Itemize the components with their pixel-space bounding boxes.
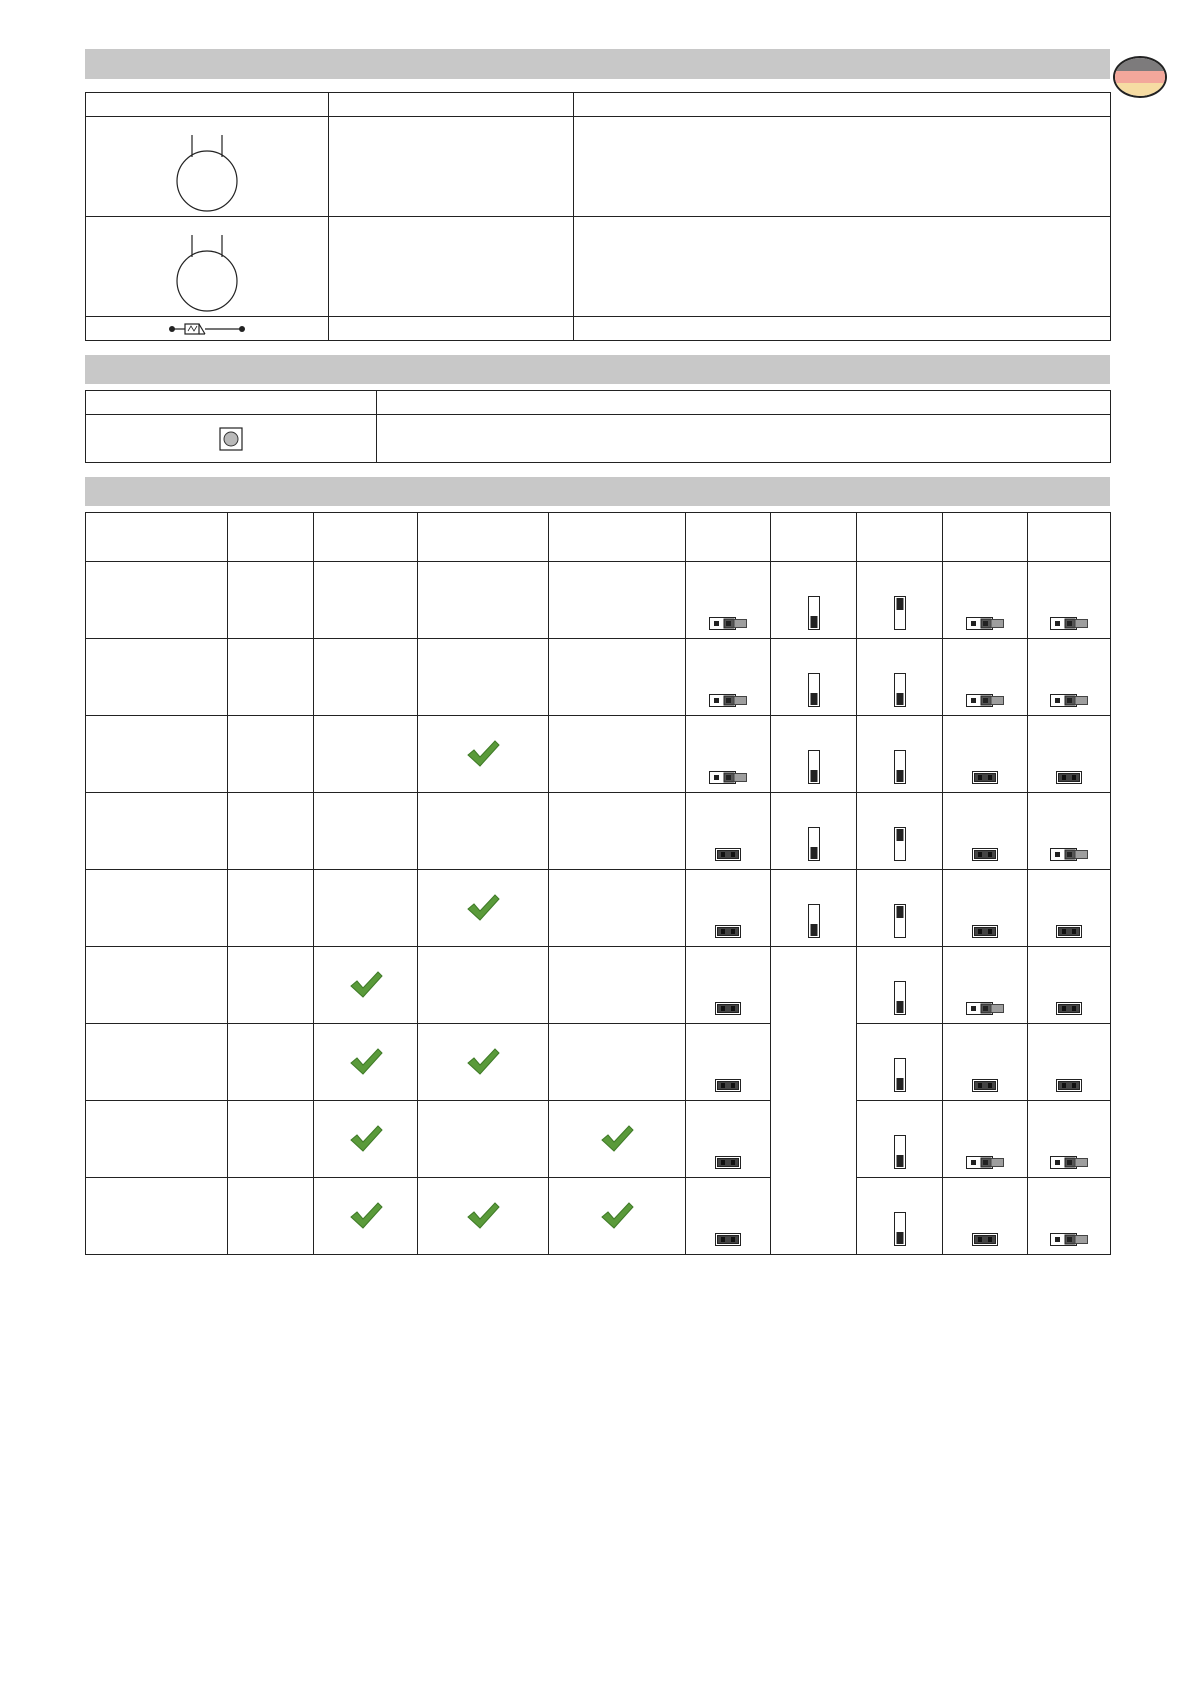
switch-cell xyxy=(1028,1101,1111,1178)
checkmark-icon xyxy=(600,1124,634,1154)
switch-cell xyxy=(686,562,771,639)
jumper-open-icon xyxy=(1050,694,1088,707)
section-header-bar xyxy=(85,49,1110,79)
switch-cell xyxy=(857,562,943,639)
check-cell xyxy=(549,793,686,870)
check-cell xyxy=(549,1101,686,1178)
row-value xyxy=(228,562,314,639)
section-header-bar xyxy=(85,477,1110,506)
jumper-closed-icon xyxy=(715,848,741,861)
switch-cell xyxy=(1028,793,1111,870)
switch-down-icon xyxy=(894,1135,906,1169)
check-cell xyxy=(418,639,549,716)
row-label xyxy=(86,1178,228,1255)
table-row xyxy=(86,1178,1111,1255)
motor-symbol-icon xyxy=(172,133,242,213)
row-value xyxy=(228,1024,314,1101)
row-label xyxy=(86,947,228,1024)
check-cell xyxy=(549,1024,686,1101)
header-cell xyxy=(86,513,228,562)
merged-cell xyxy=(771,947,857,1255)
header-cell xyxy=(377,391,1111,415)
check-cell xyxy=(549,639,686,716)
thermal-protector-symbol-icon xyxy=(167,321,247,337)
row-value xyxy=(228,793,314,870)
header-cell xyxy=(329,93,574,117)
table-row xyxy=(86,562,1111,639)
switch-down-icon xyxy=(808,673,820,707)
check-cell xyxy=(314,793,418,870)
switch-cell xyxy=(943,562,1028,639)
check-cell xyxy=(418,793,549,870)
checkmark-icon xyxy=(349,1201,383,1231)
check-cell xyxy=(549,947,686,1024)
row-label xyxy=(86,639,228,716)
switch-cell xyxy=(943,793,1028,870)
table-row xyxy=(86,793,1111,870)
check-cell xyxy=(314,639,418,716)
row-label xyxy=(86,562,228,639)
switch-cell xyxy=(686,870,771,947)
switch-cell xyxy=(771,716,857,793)
switch-cell xyxy=(857,870,943,947)
check-cell xyxy=(549,562,686,639)
jumper-closed-icon xyxy=(972,1079,998,1092)
jumper-open-icon xyxy=(1050,1233,1088,1246)
section-header-bar xyxy=(85,355,1110,384)
jumper-open-icon xyxy=(709,771,747,784)
table-header-row xyxy=(86,93,1111,117)
jumper-open-icon xyxy=(966,694,1004,707)
check-cell xyxy=(418,947,549,1024)
row-label xyxy=(86,793,228,870)
switch-down-icon xyxy=(808,596,820,630)
jumper-closed-icon xyxy=(715,925,741,938)
german-flag-icon[interactable] xyxy=(1113,56,1167,98)
row-label xyxy=(86,870,228,947)
jumper-open-icon xyxy=(709,617,747,630)
switch-cell xyxy=(857,639,943,716)
header-cell xyxy=(86,93,329,117)
switch-cell xyxy=(943,1024,1028,1101)
header-cell xyxy=(86,391,377,415)
table-row xyxy=(86,639,1111,716)
table-row xyxy=(86,716,1111,793)
switch-cell xyxy=(1028,947,1111,1024)
table-row xyxy=(86,947,1111,1024)
check-cell xyxy=(314,562,418,639)
switch-down-icon xyxy=(894,750,906,784)
check-cell xyxy=(549,1178,686,1255)
switch-cell xyxy=(686,1024,771,1101)
row-value xyxy=(228,1101,314,1178)
switch-cell xyxy=(686,947,771,1024)
checkmark-icon xyxy=(600,1201,634,1231)
table-row xyxy=(86,217,1111,317)
switch-cell xyxy=(771,870,857,947)
jumper-closed-icon xyxy=(715,1079,741,1092)
check-cell xyxy=(418,1101,549,1178)
switch-cell xyxy=(686,793,771,870)
check-cell xyxy=(418,1024,549,1101)
switch-cell xyxy=(686,716,771,793)
switch-down-icon xyxy=(894,981,906,1015)
jumper-closed-icon xyxy=(1056,1079,1082,1092)
switch-cell xyxy=(857,1024,943,1101)
symbols-table xyxy=(85,92,1111,341)
header-cell xyxy=(686,513,771,562)
jumper-closed-icon xyxy=(1056,771,1082,784)
switch-cell xyxy=(857,793,943,870)
header-cell xyxy=(228,513,314,562)
jumper-closed-icon xyxy=(715,1002,741,1015)
checkmark-icon xyxy=(349,1124,383,1154)
switch-cell xyxy=(771,639,857,716)
jumper-closed-icon xyxy=(972,771,998,784)
check-cell xyxy=(549,870,686,947)
switch-cell xyxy=(686,639,771,716)
row-label xyxy=(86,716,228,793)
switch-up-icon xyxy=(894,904,906,938)
row-value xyxy=(228,1178,314,1255)
header-cell xyxy=(1028,513,1111,562)
switch-cell xyxy=(1028,1024,1111,1101)
switch-cell xyxy=(943,1178,1028,1255)
checkmark-icon xyxy=(349,970,383,1000)
table-row xyxy=(86,317,1111,341)
row-value xyxy=(228,947,314,1024)
switch-cell xyxy=(1028,870,1111,947)
checkmark-icon xyxy=(466,893,500,923)
switch-down-icon xyxy=(894,1058,906,1092)
header-cell xyxy=(771,513,857,562)
jumper-closed-icon xyxy=(1056,1002,1082,1015)
check-cell xyxy=(314,870,418,947)
switch-down-icon xyxy=(894,1212,906,1246)
check-cell xyxy=(418,562,549,639)
jumper-closed-icon xyxy=(972,925,998,938)
jumper-closed-icon xyxy=(715,1156,741,1169)
header-cell xyxy=(574,93,1111,117)
jumper-closed-icon xyxy=(972,848,998,861)
check-cell xyxy=(418,716,549,793)
indicator-table xyxy=(85,390,1111,463)
switch-down-icon xyxy=(808,827,820,861)
row-label xyxy=(86,1101,228,1178)
jumper-closed-icon xyxy=(1056,925,1082,938)
switch-cell xyxy=(943,1101,1028,1178)
checkmark-icon xyxy=(466,739,500,769)
checkmark-icon xyxy=(466,1047,500,1077)
switch-down-icon xyxy=(808,750,820,784)
switch-cell xyxy=(771,793,857,870)
switch-down-icon xyxy=(894,673,906,707)
check-cell xyxy=(418,1178,549,1255)
switch-up-icon xyxy=(894,596,906,630)
jumper-open-icon xyxy=(966,1002,1004,1015)
switch-cell xyxy=(943,870,1028,947)
checkmark-icon xyxy=(466,1201,500,1231)
jumper-open-icon xyxy=(966,1156,1004,1169)
switch-cell xyxy=(1028,1178,1111,1255)
header-cell xyxy=(549,513,686,562)
header-cell xyxy=(857,513,943,562)
switch-cell xyxy=(1028,716,1111,793)
settings-table xyxy=(85,512,1111,1255)
motor-symbol-icon xyxy=(172,233,242,313)
row-label xyxy=(86,1024,228,1101)
header-cell xyxy=(418,513,549,562)
switch-cell xyxy=(943,716,1028,793)
switch-cell xyxy=(1028,639,1111,716)
indicator-lamp-icon xyxy=(219,427,243,451)
table-row xyxy=(86,415,1111,463)
row-value xyxy=(228,639,314,716)
table-row xyxy=(86,117,1111,217)
switch-down-icon xyxy=(808,904,820,938)
table-header-row xyxy=(86,391,1111,415)
switch-cell xyxy=(857,947,943,1024)
row-value xyxy=(228,716,314,793)
jumper-open-icon xyxy=(1050,617,1088,630)
jumper-open-icon xyxy=(1050,848,1088,861)
switch-cell xyxy=(943,639,1028,716)
jumper-closed-icon xyxy=(715,1233,741,1246)
table-row xyxy=(86,1024,1111,1101)
table-header-row xyxy=(86,513,1111,562)
row-value xyxy=(228,870,314,947)
switch-up-icon xyxy=(894,827,906,861)
header-cell xyxy=(943,513,1028,562)
check-cell xyxy=(314,716,418,793)
switch-cell xyxy=(1028,562,1111,639)
table-row xyxy=(86,870,1111,947)
check-cell xyxy=(314,1101,418,1178)
check-cell xyxy=(314,947,418,1024)
switch-cell xyxy=(686,1178,771,1255)
switch-cell xyxy=(857,1178,943,1255)
switch-cell xyxy=(771,562,857,639)
jumper-open-icon xyxy=(966,617,1004,630)
table-row xyxy=(86,1101,1111,1178)
switch-cell xyxy=(686,1101,771,1178)
checkmark-icon xyxy=(349,1047,383,1077)
switch-cell xyxy=(857,1101,943,1178)
check-cell xyxy=(549,716,686,793)
header-cell xyxy=(314,513,418,562)
check-cell xyxy=(314,1178,418,1255)
switch-cell xyxy=(943,947,1028,1024)
jumper-open-icon xyxy=(1050,1156,1088,1169)
check-cell xyxy=(418,870,549,947)
switch-cell xyxy=(857,716,943,793)
check-cell xyxy=(314,1024,418,1101)
jumper-open-icon xyxy=(709,694,747,707)
jumper-closed-icon xyxy=(972,1233,998,1246)
